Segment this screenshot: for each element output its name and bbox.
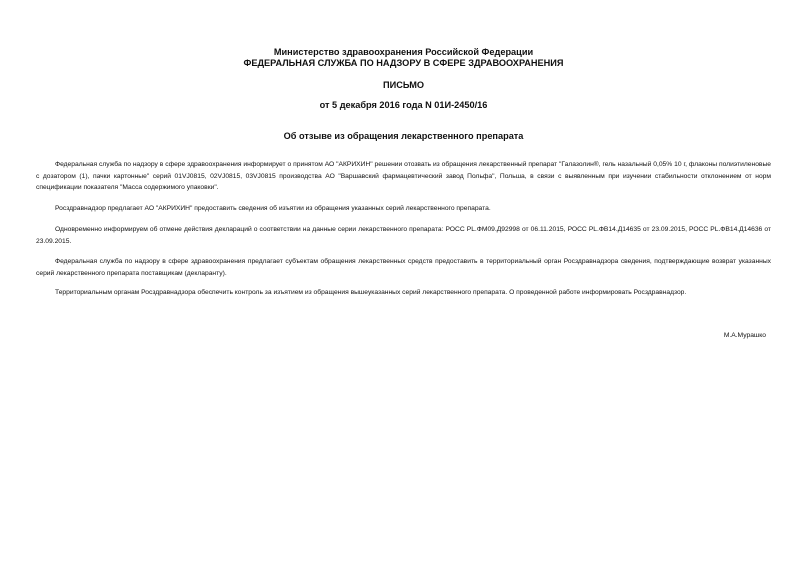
paragraph-request-info: Росздравнадзор предлагает АО "АКРИХИН" предоставить сведения об изъятии из обращения указанных серий лекарственного препарата. [55,205,491,212]
paragraph-recall-decision: Федеральная служба по надзору в сфере здравоохранения информирует о принятом АО "АКРИХИН" решении отозвать из обращения лекарственный препарат "Галазолин®, гель назальный 0,05% 10 г, флаконы полиэтиленовые с дозатором (1), пачки картонные" серий 01VJ0815, 02VJ0815, 03VJ0815 производства АО "Варшавский фармацевтический завод Польфа", Польша, в связи с выявленным при изучении стабильности отклонением от норм спецификации показателя "Масса содержимого упаковки". [36,161,771,192]
signature: М.А.Мурашко [723,332,766,339]
document-date-number: от 5 декабря 2016 года N 01И-2450/16 [319,100,488,110]
ministry-name: Министерство здравоохранения Российской Федерации [273,47,534,57]
service-name: ФЕДЕРАЛЬНАЯ СЛУЖБА ПО НАДЗОРУ В СФЕРЕ ЗДРАВООХРАНЕНИЯ [243,58,564,68]
paragraph-return-to-supplier: Федеральная служба по надзору в сфере здравоохранения предлагает субъектам обращения лекарственных средств предоставить в территориальный орган Росздравнадзора сведения, подтверждающие возврат указанных серий лекарственного препарата поставщикам (декларанту). [36,258,771,277]
document-type: ПИСЬМО [382,80,425,90]
document-subject: Об отзыве из обращения лекарственного препарата [283,131,524,141]
paragraph-declarations-cancel: Одновременно информируем об отмене действия деклараций о соответствии на данные серии лекарственного препарата: РОСС PL.ФМ09.Д92998 от 06.11.2015, РОСС PL.ФВ14.Д14635 от 23.09.2015, РОСС PL.ФВ14.Д14636 от 23.09.2015. [36,226,771,245]
paragraph-territorial-control: Территориальным органам Росздравнадзора обеспечить контроль за изъятием из обращения вышеуказанных серий лекарственного препарата. О проведенной работе информировать Росздравнадзор. [55,289,687,296]
